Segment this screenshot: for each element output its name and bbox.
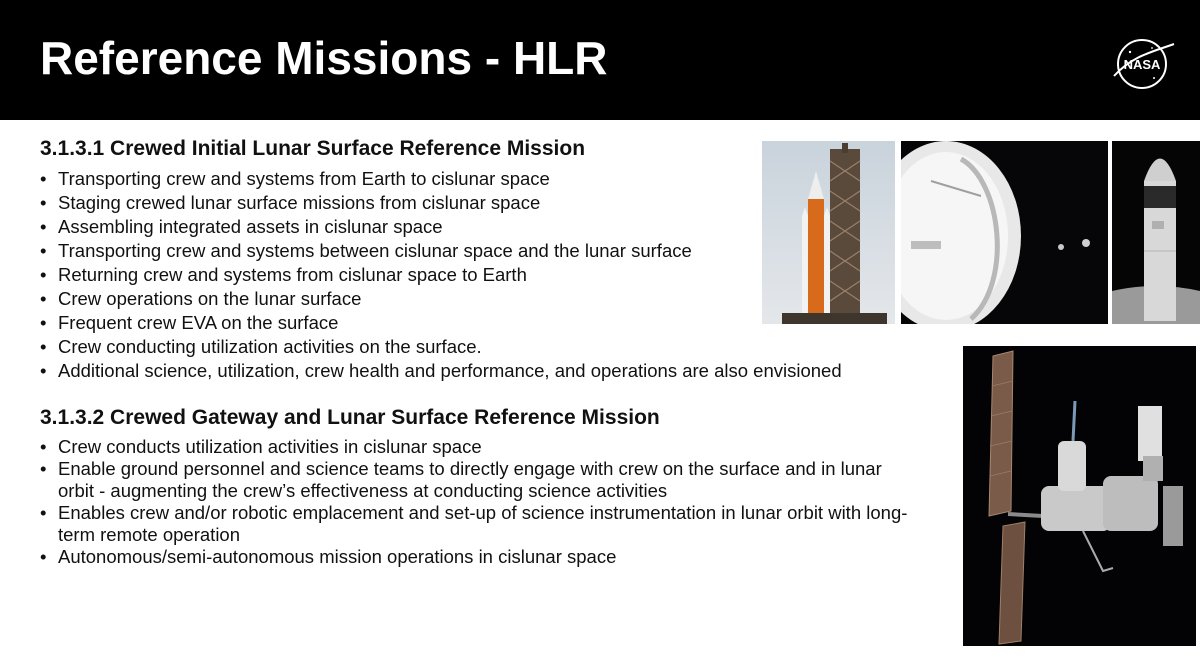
nasa-logo-text: NASA	[1123, 57, 1161, 72]
lunar-gateway-station-photo	[963, 346, 1196, 646]
sls-rocket-launchpad-photo	[762, 141, 895, 324]
nasa-logo-icon	[1104, 32, 1180, 96]
bullet-item: • Transporting crew and systems between cislunar space and the lunar surface	[40, 239, 910, 263]
bullet-item: • Additional science, utilization, crew health and performance, and operations are also envisioned	[40, 359, 848, 383]
bullet-item: • Crew conducts utilization activities in cislunar space	[40, 436, 910, 458]
section-heading-initial-lunar: 3.1.3.1 Crewed Initial Lunar Surface Reference Mission	[40, 137, 586, 160]
bullet-item: • Autonomous/semi-autonomous mission operations in cislunar space	[40, 546, 910, 568]
bullet-item: • Enables crew and/or robotic emplacement and set-up of science instrumentation in lunar orbit with long-term remote operation	[40, 502, 910, 546]
header-bar	[0, 0, 1200, 120]
bullet-item: • Returning crew and systems from cislunar space to Earth	[40, 263, 910, 287]
bullet-item: • Frequent crew EVA on the surface	[40, 311, 910, 335]
bullet-item: • Staging crewed lunar surface missions from cislunar space	[40, 191, 910, 215]
bullet-item: • Assembling integrated assets in cislunar space	[40, 215, 910, 239]
orion-capsule-photo	[901, 141, 1108, 324]
section-heading-gateway: 3.1.3.2 Crewed Gateway and Lunar Surface Reference Mission	[40, 406, 660, 430]
bullet-item: • Crew conducting utilization activities on the surface.	[40, 335, 910, 359]
bullet-item: • Enable ground personnel and science teams to directly engage with crew on the surface and in lunar orbit - augmenting the crew’s effectiveness at conducting science activities	[40, 458, 910, 502]
bullet-item: • Transporting crew and systems from Earth to cislunar space	[40, 167, 910, 191]
starship-lunar-lander-photo	[1112, 141, 1200, 324]
bullet-list-gateway	[40, 436, 910, 568]
page-title: Reference Missions - HLR	[40, 32, 608, 84]
bullet-item: • Crew operations on the lunar surface	[40, 287, 910, 311]
